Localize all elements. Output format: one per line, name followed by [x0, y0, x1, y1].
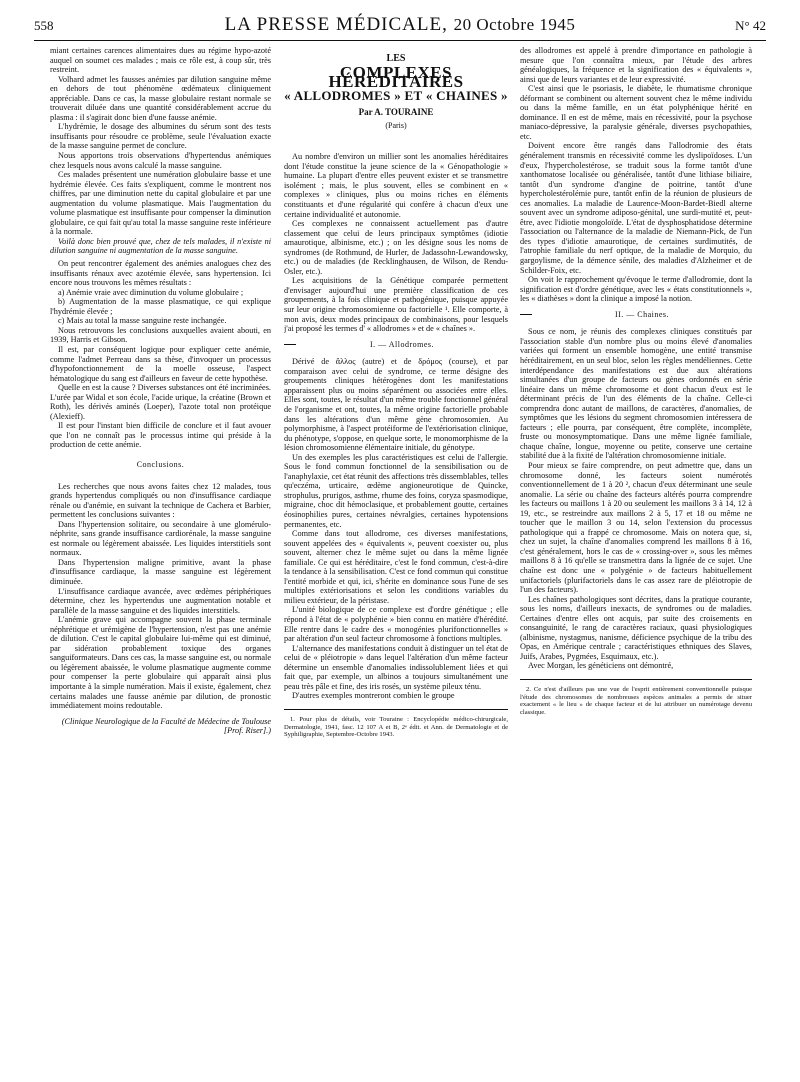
divider-rule	[520, 314, 532, 315]
footnote	[520, 686, 752, 716]
paragraph: Les chaînes pathologiques sont décrites, dans la pratique courante, sous les noms, d'ailleurs inexacts, de syndromes ou de maladies. Certaines d'entre elles ont acquis, par suite des croisements en consanguinité, le rang de caractères raciaux, quasi physiologiques (albinisme, nystagmus, nanisme, déficience psychique de la tribu des Opas, en Amérique centrale ; caractéristiques ethniques des Slaves, Juifs, Arabes, Pygmées, Esquimaux, etc.).	[520, 594, 752, 661]
article-title: COMPLEXES HÉRÉDITAIRES	[328, 62, 464, 92]
section-divider	[520, 310, 752, 320]
article-author: Par A. TOURAINE	[358, 107, 434, 118]
paragraph: Dérivé de ἄλλος (autre) et de δρόμος (course), et par comparaison avec celui de syndrome, ce terme désigne des groupements cliniques hétérogènes dont les manifestations apparaissent plus ou moins séparément ou associées entre elles. Elles sont, toutes, le résultat d'un même trouble fonctionnel général de l'organisme et ont, toutes, la même origine factorielle probable dans les altérations d'un même gène chromosomien. Au polymorphisme, à l'aspect protéiforme de l'extériorisation clinique, du phénotype, s'oppose, en quelque sorte, le monomorphisme de la lésion chromosomienne élémentaire initiale, du génotype.	[284, 357, 508, 453]
issue-date: 20 Octobre 1945	[453, 15, 576, 34]
left-column	[50, 46, 271, 1046]
list-item: a) Anémie vraie avec diminution du volume globulaire ;	[58, 287, 244, 297]
paragraph: On voit le rapprochement qu'évoque le terme d'allodromie, dont la signification est d'ordre génétique, avec les « états constitutionnels », les « diathèses » dont la clinique a imposé la notion.	[520, 275, 752, 304]
journal-title: LA PRESSE MÉDICALE,	[224, 14, 448, 35]
paragraph: Doivent encore être rangés dans l'allodromie des états généralement transmis en récessivité comme les dyslipoïdoses. L'un d'eux, l'hypercholestérose, se traduit sous la forme tantôt d'une xanthomatose localisée ou généralisée, tantôt d'une lithiase biliaire, tantôt d'un syndrome d'angine de poitrine, tantôt d'une hypercholestérolémie pure, tantôt enfin de la réunion de plusieurs de ces anomalies. La maladie de Laurence-Moon-Bardet-Biedl alterne souvent avec un syndrome adiposo-génital, une surdi-mutité et, peut-être, avec l'idiotie mongoloïde. L'état de dysphosphatidose détermine l'association ou l'alternance de la maladie de Niemann-Pick, de l'un des types d'idiotie amaurotique, de certaines surdimutités, de l'atrophie familiale du nerf optique, de la maladie de Morquio, du gargoylisme, de la démence sénile, des maladies d'Alzheimer et de Schilder-Foix, etc.	[520, 141, 752, 275]
article-subtitle: « ALLODROMES » ET « CHAINES »	[284, 87, 508, 103]
paragraph: Nous retrouvons les conclusions auxquelles avaient abouti, en 1939, Harris et Gibson.	[50, 325, 271, 345]
footnote-rule	[284, 709, 508, 710]
paragraph: Il est pour l'instant bien difficile de conclure et il faut avouer que l'on ne connaît pas le processus intime qui préside à la production de cette anémie.	[50, 421, 271, 450]
article-place: (Paris)	[385, 120, 407, 130]
paragraph: Volhard admet les fausses anémies par dilution sanguine même en dehors de tout phénomène œdémateux cliniquement appréciable. Dans ce cas, la masse globulaire restant normale se trouverait diluée dans une quantité considérablement accrue du plasma : il s'agirait donc bien d'une fausse anémie.	[50, 74, 271, 122]
paragraph: L'anémie grave qui accompagne souvent la phase terminale néphrétique et urémigène de l'hypertension, n'est pas une anémie de dilution. C'est le capital globulaire lui-même qui est diminué, par sidération probablement toxique des organes sanguiformateurs. Dans ces cas, la masse sanguine est, ou normale ou légèrement abaissée, le volume plasmatique augmente comme pour compenser la perte globulaire qui apparaît ainsi plus importante à la simple numération. Mais il existe, également, chez certains malades une fausse anémie par dilution, de pronostic immédiatement moins redoutable.	[50, 615, 271, 711]
paragraph: Sous ce nom, je réunis des complexes cliniques constitués par l'association stable d'un nombre plus ou moins élevé d'anomalies variées qui forment un ensemble homogène, une entité transmise héréditairement, en un seul bloc, selon les règles mendéliennes. Cette interdépendance des manifestations est due aux altérations simultanées d'un groupe de facteurs ou gènes ordonnés en série linéaire dans un même chromosome et dont chacun d'eux est le déterminant précis de l'un des éléments de la chaîne. Celle-ci comprendra donc autant de maillons, de caractères, d'anomalies, de symptômes que les lésions du segment chromosomien intéressera de facteurs ; elle pourra, par conséquent, être complète, incomplète, fruste ou monosymptomatique. Dans une même lignée familiale, chaque chaîne, longue, moyenne ou petite, conserve une certaine stabilité due à la fixité de l'altération chromosomienne initiale.	[520, 327, 752, 461]
paragraph: Quelle en est la cause ? Diverses substances ont été incriminées. L'urée par Widal et son école, l'acide urique, la créatine (Brown et Roth), les dérivés aminés (Loeper), l'azote total non protéique (Alexieff).	[50, 383, 271, 421]
paragraph: On peut rencontrer également des anémies analogues chez des insuffisants rénaux avec azotémie élevée, sans hypertension. Ici encore nous trouvons les mêmes résultats :	[50, 259, 271, 288]
paragraph: Voilà donc bien prouvé que, chez de tels malades, il n'existe ni dilution sanguine ni augmentation de la masse sanguine.	[50, 236, 271, 256]
page-number: 558	[34, 18, 54, 33]
footnote-text: 2. Ce n'est d'ailleurs pas une vue de l'esprit entièrement conventionnelle puisque l'étude des chromosomes de nombreuses espèces animales a permis de situer exactement « le lieu » de chaque facteur et de lui attribuer un numérotage devenu classique.	[520, 686, 752, 716]
section-heading-chaines: II. — Chaines.	[614, 309, 670, 319]
paragraph: Les recherches que nous avons faites chez 12 malades, tous grands hypertendus compliqués ou non d'insuffisance cardiaque rénale ou d'anémie, en suivant la technique de Cachera et Barbier, permettent les conclusions suivantes :	[50, 481, 271, 520]
section-heading-conclusions: Conclusions.	[136, 459, 185, 469]
paragraph: Ces malades présentent une numération globulaire basse et une hydrémie élevée. Ces faits s'expliquent, comme le montrent nos chiffres, par une diminution nette du capital globulaire et par une augmentation du volume plasmatique. Mais l'augmentation du volume plasmatique est insuffisante pour compenser la diminution globulaire, ce qui fait qu'au total la masse sanguine reste inférieure à la normale.	[50, 170, 271, 237]
issue-number: N° 42	[735, 18, 766, 33]
paragraph: L'alternance des manifestations conduit à distinguer un tel état de celui de « pléiotropie » dans lequel l'altération d'un même facteur détermine un ensemble d'anomalies indissolublement liées et qui fait que, par exemple, un albinos a toujours simultanément une peau très pâle et fine, des iris rosés, un système pileux ténu.	[284, 643, 508, 691]
page-header	[34, 16, 766, 41]
paragraph: Un des exemples les plus caractéristiques est celui de l'allergie. Sous le fond commun fonctionnel de la sensibilisation ou de l'anaphylaxie, cet état réunit des affections très dissemblables, telles qu'eczéma, urticaire, œdème angioneurotique de Quincke, strophulus, prurigos, asthme, rhume des foins, coryza spasmodique, migraine, choc dit hémoclasique, et probablement goutte, certaines éosinophilies pures, certaines névralgies, certaines hypotensions permanentes, etc.	[284, 452, 508, 529]
paragraph: Les acquisitions de la Génétique comparée permettent d'envisager aujourd'hui une première classification de ces groupements, à la fois clinique et pathogénique, puisque appuyée sur leur origine chromosomienne ou factorielle ¹. Elle comporte, à mon avis, deux modes principaux de combinaisons, pour lesquels j'ai proposé les termes d' « allodromes » et de « chaînes ».	[284, 276, 508, 334]
paragraph: Pour mieux se faire comprendre, on peut admettre que, dans un chromosome donné, les facteurs soient numérotés conventionnellement de 1 à 20 ², chacun d'eux déterminant une seule anomalie. La série ou chaîne des facteurs altérés pourra comprendre les facteurs ou maillons 1 à 20 ou seulement les maillons 3 à 14, 12 à 19, etc., se restreindre aux maillons 2 à 5, 17 et 18 ou même ne toucher que le maillon 3 ou 14, selon l'extension du processus pathologique qui a frappé ce chromosome. Mais on notera que, si, chez un sujet, la chaîne d'anomalies comprend les maillons 8 à 16, c'est généralement, hors le cas de « crossing-over », sous les mêmes maillons 8 à 16 qu'elle se transmettra dans la lignée de ce sujet. Une chaîne est donc une « polygénie » de facteurs habituellement unifactoriels (plurifactoriels dans le cas assez rare de pléiotropie de l'un des facteurs).	[520, 460, 752, 595]
journal-masthead	[34, 14, 766, 36]
paragraph: miant certaines carences alimentaires dues au régime hypo-azoté auquel on soumet ces malades ; mais ce rôle est, à coup sûr, très restreint.	[50, 46, 271, 75]
paragraph: L'hydrémie, le dosage des albumines du sérum sont des tests insuffisants pour résoudre ce problème, seule l'évaluation exacte de la masse sanguine permet de conclure.	[50, 122, 271, 151]
paragraph: des allodromes est appelé à prendre d'importance en pathologie à mesure que l'on connaîtra mieux, par l'étude des arbres généalogiques, la fréquence et la signification des « équivalents », ainsi que de leurs variantes et de leur expressivité.	[520, 46, 752, 84]
paragraph: Comme dans tout allodrome, ces diverses manifestations, souvent appelées des « équivalents », peuvent coexister ou, plus souvent, alterner chez le même sujet ou dans la même lignée familiale. Ce qui est héréditaire, c'est le fond commun, c'est-à-dire la tendance à la sensibilisation. C'est ce fond commun qui constitue l'entité morbide et qui, ici, s'hérite en dominance sous l'une de ses multiples extériorisations et selon les conditions variables du milieu extérieur, de la péristase.	[284, 529, 508, 605]
paragraph: Il est, par conséquent logique pour expliquer cette anémie, comme l'admet Perreau dans sa thèse, d'invoquer un processus d'hypofonctionnement de la moelle osseuse, l'aspect hématologique du sang est d'ailleurs en faveur de cette hypothèse.	[50, 344, 271, 383]
paragraph: Nous apportons trois observations d'hypertendus anémiques chez lesquels nous avons calculé la masse sanguine.	[50, 151, 271, 170]
right-column	[520, 46, 752, 1056]
affiliation-text: (Clinique Neurologique de la Faculté de Médecine de Toulouse [Prof. Riser].)	[61, 716, 271, 736]
footnote	[284, 716, 508, 739]
section-heading-allodromes: I. — Allodromes.	[370, 339, 434, 349]
paragraph: D'autres exemples montreront combien le groupe	[292, 691, 455, 701]
paragraph: Au nombre d'environ un millier sont les anomalies héréditaires dont l'étude constitue la jeune science de la « Génopathologie » humaine. La plupart d'entre elles peuvent exister et se transmettre isolément ; mais, le plus souvent, elles se combinent en « complexes » cliniques, plus ou moins riches en éléments constituants et d'une régularité qui confère à chacun d'eux une certaine individualité et autonomie.	[284, 152, 508, 219]
paragraph: C'est ainsi que le psoriasis, le diabète, le rhumatisme chronique déformant se combinent ou alternent souvent chez le même individu ou dans la même famille, en un état polyphénique hérité en dominance. Il en est de même, mais en récessivité, pour la psychose maniaco-dépressive, la paralysie générale, diverses psychopathies, etc.	[520, 84, 752, 141]
paragraph: Ces complexes ne connaissent actuellement pas d'autre classement que celui de leurs principaux symptômes (idiotie amaurotique, albinisme, etc.) ; on les désigne sous les noms de syndromes (de Rothmund, de Hurler, de Jadassohn-Lewandowsky, etc.) ou de maladies (de Recklinghausen, de Wilson, de Rendu-Osler, etc.).	[284, 219, 508, 276]
paragraph: L'unité biologique de ce complexe est d'ordre génétique ; elle répond à l'état de « polyphénie » bien connu en matière d'hérédité. Elle rentre dans le cadre des « monogénies plurifonctionnelles » par altération d'un seul facteur chromosome à fonctions multiples.	[284, 605, 508, 644]
footnote-rule	[520, 679, 752, 680]
footnote-text: 1. Pour plus de détails, voir Touraine : Encyclopédie médico-chirurgicale, Dermatologie, 1941, fasc. 12 107 A et B, 2ᵉ édit. et Ann. de Dermatologie et de Syphiligraphie, Septembre-Octobre 1943.	[284, 715, 508, 739]
middle-column	[284, 46, 508, 1066]
affiliation	[50, 717, 271, 736]
list-item: b) Augmentation de la masse plasmatique, ce qui explique l'hydrémie élevée ;	[50, 297, 271, 316]
paragraph: Dans l'hypertension solitaire, ou secondaire à une glomérulo-néphrite, sans grande insuffisance cardiorénale, la masse sanguine est normale ou légèrement abaissée. Les liquides interstitiels sont normaux.	[50, 519, 271, 558]
divider-rule	[284, 344, 296, 345]
list-item: c) Mais au total la masse sanguine reste inchangée.	[58, 316, 227, 326]
paragraph: Dans l'hypertension maligne primitive, avant la phase d'insuffisance cardiaque, la masse sanguine est légèrement diminuée.	[50, 557, 271, 586]
paragraph: L'insuffisance cardiaque avancée, avec œdèmes périphériques détermine, chez les hypertendus une augmentation notable et parallèle de la masse sanguine et des liquides interstitiels.	[50, 586, 271, 615]
article-kicker: LES	[386, 53, 406, 64]
paragraph: Avec Morgan, les généticiens ont démontré,	[528, 661, 674, 671]
section-divider	[284, 340, 508, 350]
